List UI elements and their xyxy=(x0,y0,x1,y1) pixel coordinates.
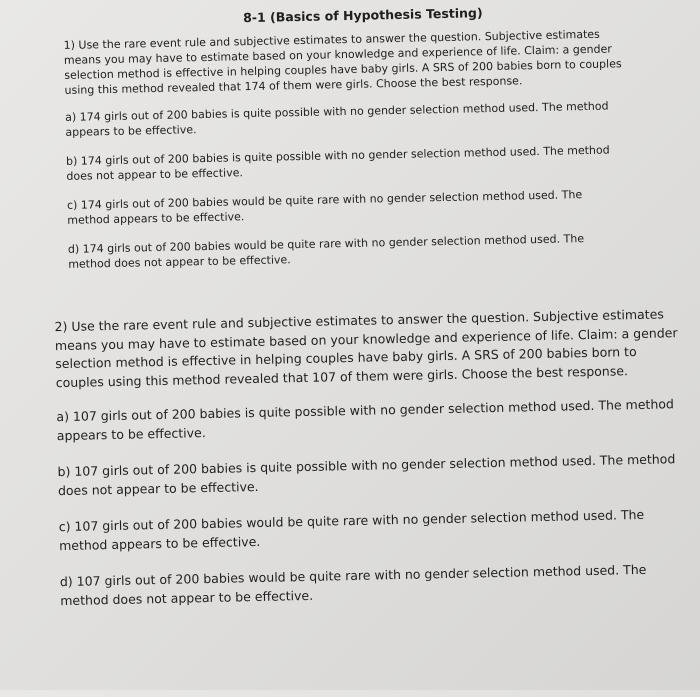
question-2-stem: 2) Use the rare event rule and subjective estimates to answer the question. Subjective estimates means you may have to estimate based on your knowledge and experience of life. Claim: a gender selection method is effective in helping couples have baby girls. A SRS of 200 babies born to couples using this method revealed that 107 of them were girls. Choose the best response. xyxy=(54,306,678,390)
question-2-option-b: b) 107 girls out of 200 babies is quite possible with no gender selection method used. The method does not appear to be effective. xyxy=(57,451,676,498)
question-1-stem: 1) Use the rare event rule and subjective estimates to answer the question. Subjective estimates means you may have to estimate based on your knowledge and experience of life. Claim: a gender selection method is effective in helping couples have baby girls. A SRS of 200 babies born to couples using this method revealed that 174 of them were girls. Choose the best response. xyxy=(63,27,622,97)
question-2 xyxy=(54,305,685,628)
page-title: 8-1 (Basics of Hypothesis Testing) xyxy=(242,5,483,26)
question-1-option-c: c) 174 girls out of 200 babies would be quite rare with no gender selection method used. The method appears to be effective. xyxy=(66,188,583,227)
question-1 xyxy=(64,26,629,286)
question-1-option-a: a) 174 girls out of 200 babies is quite possible with no gender selection method used. The method appears to be effective. xyxy=(65,99,609,139)
question-2-option-d: d) 107 girls out of 200 babies would be quite rare with no gender selection method used. The method does not appear to be effective. xyxy=(59,561,647,608)
question-1-option-b: b) 174 girls out of 200 babies is quite possible with no gender selection method used. The method does not appear to be effective. xyxy=(65,143,610,183)
question-2-option-a: a) 107 girls out of 200 babies is quite possible with no gender selection method used. The method appears to be effective. xyxy=(56,396,675,443)
question-2-option-c: c) 107 girls out of 200 babies would be quite rare with no gender selection method used. The method appears to be effective. xyxy=(58,506,645,553)
question-1-option-d: d) 174 girls out of 200 babies would be quite rare with no gender selection method used. The method does not appear to be effective. xyxy=(67,232,585,271)
